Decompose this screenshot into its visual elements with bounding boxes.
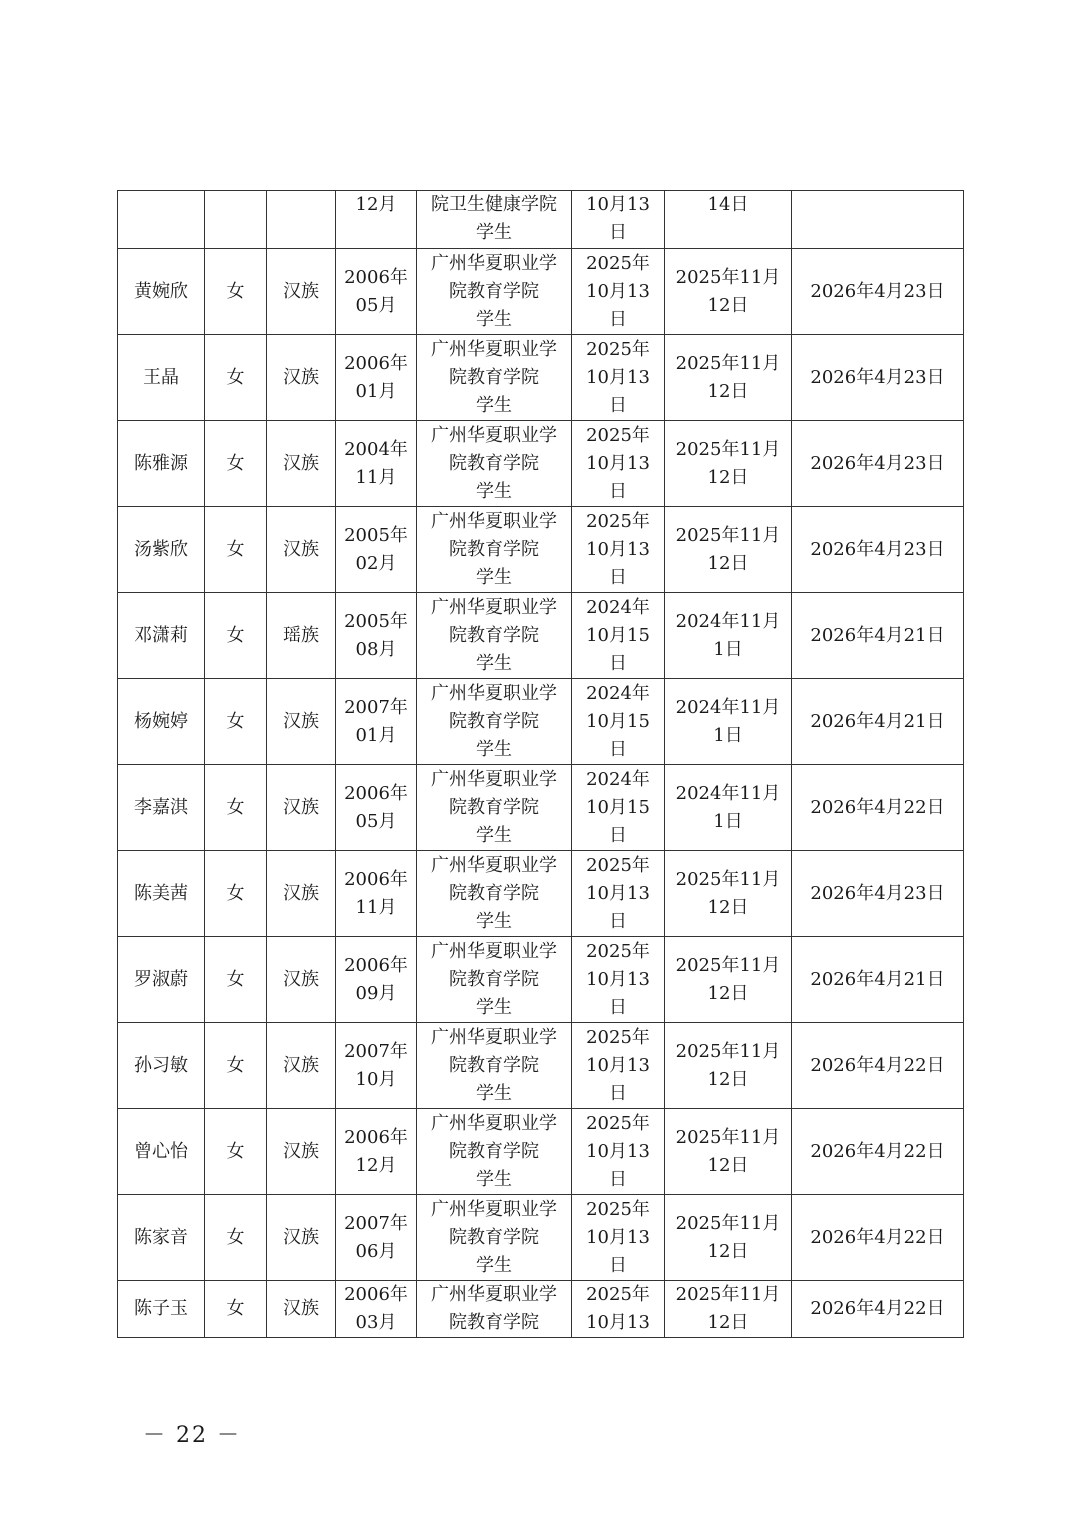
apply-line: 2025年 <box>586 1026 650 1048</box>
date-cell: 2026年4月22日 <box>792 1023 964 1109</box>
apply-date-cell <box>572 1195 665 1281</box>
unit-line: 广州华夏职业学 <box>431 596 557 618</box>
name-cell: 黄婉欣 <box>118 249 205 335</box>
join-date-cell <box>665 937 792 1023</box>
apply-line: 日 <box>609 394 627 416</box>
apply-line: 日 <box>609 738 627 760</box>
apply-line: 10月13 <box>586 1140 650 1162</box>
birth-line: 2005年 <box>344 524 408 546</box>
apply-line: 2025年 <box>586 338 650 360</box>
apply-line: 10月15 <box>586 796 650 818</box>
unit-line: 院教育学院 <box>449 280 539 302</box>
gender-cell: 女 <box>205 1109 267 1195</box>
unit-line: 学生 <box>476 394 512 416</box>
join-line: 2025年11月 <box>675 1126 781 1148</box>
ethnicity-cell: 汉族 <box>267 1281 336 1338</box>
unit-cell <box>417 335 572 421</box>
unit-line: 学生 <box>476 824 512 846</box>
join-line: 2025年11月 <box>675 1212 781 1234</box>
birth-line: 02月 <box>355 552 397 574</box>
unit-line: 广州华夏职业学 <box>431 252 557 274</box>
date-cell: 2026年4月23日 <box>792 421 964 507</box>
apply-line: 10月15 <box>586 710 650 732</box>
birth-cell <box>336 507 417 593</box>
table-row <box>118 421 964 507</box>
join-line: 2025年11月 <box>675 1040 781 1062</box>
birth-line: 12月 <box>355 1154 397 1176</box>
unit-cell <box>417 593 572 679</box>
date-cell: 2026年4月23日 <box>792 249 964 335</box>
name-cell <box>118 191 205 249</box>
unit-line: 广州华夏职业学 <box>431 510 557 532</box>
date-cell: 2026年4月22日 <box>792 1195 964 1281</box>
join-date-cell <box>665 593 792 679</box>
ethnicity-cell: 汉族 <box>267 1023 336 1109</box>
join-line: 2025年11月 <box>675 352 781 374</box>
ethnicity-cell: 汉族 <box>267 507 336 593</box>
birth-line: 05月 <box>355 810 397 832</box>
unit-line: 广州华夏职业学 <box>431 1284 557 1305</box>
join-date-cell <box>665 851 792 937</box>
apply-line: 10月13 <box>586 280 650 302</box>
apply-line: 日 <box>609 1254 627 1276</box>
join-line: 2025年11月 <box>675 438 781 460</box>
roster-table <box>117 190 964 1338</box>
name-cell: 陈雅源 <box>118 421 205 507</box>
birth-line: 2006年 <box>344 266 408 288</box>
birth-cell <box>336 765 417 851</box>
date-cell: 2026年4月22日 <box>792 1109 964 1195</box>
apply-line: 10月13 <box>586 882 650 904</box>
apply-date-cell <box>572 507 665 593</box>
birth-cell <box>336 679 417 765</box>
join-date-cell <box>665 1109 792 1195</box>
apply-date-cell <box>572 1023 665 1109</box>
unit-line: 广州华夏职业学 <box>431 768 557 790</box>
name-cell: 邓潇莉 <box>118 593 205 679</box>
table-row <box>118 1023 964 1109</box>
apply-line: 2025年 <box>586 424 650 446</box>
name-cell: 杨婉婷 <box>118 679 205 765</box>
join-date-cell <box>665 507 792 593</box>
birth-cell <box>336 335 417 421</box>
apply-date-cell <box>572 335 665 421</box>
gender-cell: 女 <box>205 937 267 1023</box>
gender-cell: 女 <box>205 507 267 593</box>
date-cell: 2026年4月23日 <box>792 335 964 421</box>
apply-line: 2024年 <box>586 596 650 618</box>
apply-line: 2025年 <box>586 1284 650 1305</box>
join-line: 12日 <box>707 896 749 918</box>
gender-cell: 女 <box>205 421 267 507</box>
table-row <box>118 851 964 937</box>
apply-line: 日 <box>609 566 627 588</box>
join-line: 2025年11月 <box>675 266 781 288</box>
birth-line: 2007年 <box>344 696 408 718</box>
ethnicity-cell: 汉族 <box>267 1109 336 1195</box>
join-date-cell <box>665 1023 792 1109</box>
unit-line: 院教育学院 <box>449 1140 539 1162</box>
birth-cell <box>336 1281 417 1338</box>
apply-date-cell <box>572 249 665 335</box>
join-line: 2025年11月 <box>675 954 781 976</box>
birth-line: 2006年 <box>344 1126 408 1148</box>
birth-cell <box>336 421 417 507</box>
join-date-cell <box>665 679 792 765</box>
table-row <box>118 249 964 335</box>
birth-line: 2007年 <box>344 1040 408 1062</box>
table-row <box>118 507 964 593</box>
join-line: 12日 <box>707 380 749 402</box>
join-line: 2024年11月 <box>675 610 781 632</box>
join-date-cell <box>665 1195 792 1281</box>
name-cell: 李嘉淇 <box>118 765 205 851</box>
birth-cell <box>336 593 417 679</box>
birth-line: 01月 <box>355 724 397 746</box>
unit-line: 学生 <box>476 308 512 330</box>
join-line: 12日 <box>707 294 749 316</box>
apply-line: 10月13 <box>586 538 650 560</box>
date-cell: 2026年4月23日 <box>792 851 964 937</box>
table-row <box>118 679 964 765</box>
date-cell: 2026年4月21日 <box>792 679 964 765</box>
unit-line: 广州华夏职业学 <box>431 338 557 360</box>
ethnicity-cell: 汉族 <box>267 421 336 507</box>
unit-cell <box>417 937 572 1023</box>
join-line: 12日 <box>707 982 749 1004</box>
join-date-cell <box>665 249 792 335</box>
join-line: 14日 <box>707 194 749 215</box>
apply-line: 10月13 <box>586 968 650 990</box>
join-line: 2025年11月 <box>675 1284 781 1305</box>
apply-line: 10月13 <box>586 1226 650 1248</box>
birth-cell <box>336 937 417 1023</box>
gender-cell: 女 <box>205 1023 267 1109</box>
apply-line: 2025年 <box>586 252 650 274</box>
apply-line: 日 <box>609 308 627 330</box>
table-row-continued <box>118 191 964 249</box>
join-date-cell <box>665 765 792 851</box>
unit-cell <box>417 249 572 335</box>
apply-line: 2025年 <box>586 940 650 962</box>
birth-line: 12月 <box>355 194 397 215</box>
join-line: 12日 <box>707 466 749 488</box>
unit-line: 院教育学院 <box>449 1054 539 1076</box>
unit-line: 广州华夏职业学 <box>431 854 557 876</box>
ethnicity-cell: 汉族 <box>267 1195 336 1281</box>
apply-line: 日 <box>609 910 627 932</box>
birth-line: 03月 <box>355 1312 397 1333</box>
apply-date-cell <box>572 937 665 1023</box>
unit-line: 学生 <box>476 738 512 760</box>
unit-cell <box>417 1281 572 1338</box>
birth-cell <box>336 249 417 335</box>
date-cell: 2026年4月23日 <box>792 507 964 593</box>
ethnicity-cell: 瑶族 <box>267 593 336 679</box>
table-row <box>118 593 964 679</box>
unit-line: 院教育学院 <box>449 624 539 646</box>
unit-line: 学生 <box>476 652 512 674</box>
birth-line: 11月 <box>355 896 397 918</box>
ethnicity-cell: 汉族 <box>267 335 336 421</box>
page-number: － 22 － <box>143 1423 241 1448</box>
unit-line: 学生 <box>476 222 512 243</box>
apply-line: 日 <box>609 652 627 674</box>
gender-cell: 女 <box>205 679 267 765</box>
unit-cell <box>417 679 572 765</box>
unit-line: 院教育学院 <box>449 796 539 818</box>
table-row <box>118 1109 964 1195</box>
unit-cell <box>417 851 572 937</box>
unit-line: 院教育学院 <box>449 968 539 990</box>
apply-line: 2025年 <box>586 1112 650 1134</box>
unit-line: 学生 <box>476 1254 512 1276</box>
unit-line: 学生 <box>476 996 512 1018</box>
birth-line: 11月 <box>355 466 397 488</box>
ethnicity-cell: 汉族 <box>267 249 336 335</box>
name-cell: 罗淑蔚 <box>118 937 205 1023</box>
date-cell <box>792 191 964 249</box>
ethnicity-cell: 汉族 <box>267 679 336 765</box>
join-line: 12日 <box>707 1312 749 1333</box>
unit-line: 院教育学院 <box>449 538 539 560</box>
unit-line: 院教育学院 <box>449 1226 539 1248</box>
join-date-cell <box>665 1281 792 1338</box>
gender-cell: 女 <box>205 335 267 421</box>
name-cell: 陈家音 <box>118 1195 205 1281</box>
unit-cell <box>417 1023 572 1109</box>
unit-line: 学生 <box>476 1168 512 1190</box>
birth-line: 2006年 <box>344 352 408 374</box>
apply-date-cell <box>572 765 665 851</box>
join-line: 12日 <box>707 1154 749 1176</box>
apply-date-cell <box>572 851 665 937</box>
unit-line: 学生 <box>476 1082 512 1104</box>
table-row <box>118 765 964 851</box>
table-row <box>118 335 964 421</box>
gender-cell: 女 <box>205 1195 267 1281</box>
join-line: 1日 <box>713 810 743 832</box>
birth-line: 2006年 <box>344 954 408 976</box>
join-line: 12日 <box>707 1068 749 1090</box>
gender-cell: 女 <box>205 593 267 679</box>
ethnicity-cell: 汉族 <box>267 851 336 937</box>
ethnicity-cell: 汉族 <box>267 765 336 851</box>
birth-cell <box>336 1195 417 1281</box>
unit-line: 院教育学院 <box>449 1312 539 1333</box>
gender-cell: 女 <box>205 249 267 335</box>
name-cell: 陈子玉 <box>118 1281 205 1338</box>
join-line: 12日 <box>707 1240 749 1262</box>
apply-line: 日 <box>609 1168 627 1190</box>
birth-line: 2005年 <box>344 610 408 632</box>
unit-line: 广州华夏职业学 <box>431 682 557 704</box>
roster-body <box>118 191 964 1338</box>
apply-line: 日 <box>609 996 627 1018</box>
unit-line: 广州华夏职业学 <box>431 1112 557 1134</box>
apply-line: 2025年 <box>586 854 650 876</box>
join-line: 2024年11月 <box>675 696 781 718</box>
unit-line: 广州华夏职业学 <box>431 424 557 446</box>
unit-line: 院教育学院 <box>449 882 539 904</box>
unit-cell <box>417 507 572 593</box>
birth-line: 01月 <box>355 380 397 402</box>
birth-line: 05月 <box>355 294 397 316</box>
join-line: 1日 <box>713 638 743 660</box>
date-cell: 2026年4月22日 <box>792 765 964 851</box>
unit-line: 院教育学院 <box>449 452 539 474</box>
birth-cell <box>336 191 417 249</box>
apply-line: 10月13 <box>586 1312 650 1333</box>
unit-line: 院教育学院 <box>449 710 539 732</box>
join-date-cell <box>665 421 792 507</box>
apply-date-cell <box>572 679 665 765</box>
gender-cell <box>205 191 267 249</box>
birth-line: 06月 <box>355 1240 397 1262</box>
apply-line: 日 <box>609 222 627 243</box>
apply-line: 2024年 <box>586 768 650 790</box>
apply-line: 10月15 <box>586 624 650 646</box>
ethnicity-cell: 汉族 <box>267 937 336 1023</box>
join-line: 2025年11月 <box>675 868 781 890</box>
date-cell: 2026年4月22日 <box>792 1281 964 1338</box>
unit-line: 院教育学院 <box>449 366 539 388</box>
name-cell: 汤紫欣 <box>118 507 205 593</box>
birth-cell <box>336 1109 417 1195</box>
birth-line: 08月 <box>355 638 397 660</box>
unit-line: 广州华夏职业学 <box>431 1198 557 1220</box>
gender-cell: 女 <box>205 1281 267 1338</box>
name-cell: 曾心怡 <box>118 1109 205 1195</box>
apply-line: 2025年 <box>586 510 650 532</box>
join-line: 12日 <box>707 552 749 574</box>
apply-date-cell <box>572 1281 665 1338</box>
date-cell: 2026年4月21日 <box>792 937 964 1023</box>
table-row <box>118 1281 964 1338</box>
join-line: 1日 <box>713 724 743 746</box>
unit-cell <box>417 191 572 249</box>
birth-line: 2007年 <box>344 1212 408 1234</box>
unit-cell <box>417 421 572 507</box>
unit-line: 广州华夏职业学 <box>431 1026 557 1048</box>
birth-cell <box>336 1023 417 1109</box>
join-date-cell <box>665 191 792 249</box>
table-row <box>118 937 964 1023</box>
unit-cell <box>417 1109 572 1195</box>
gender-cell: 女 <box>205 765 267 851</box>
name-cell: 陈美茜 <box>118 851 205 937</box>
birth-line: 2006年 <box>344 1284 408 1305</box>
unit-line: 学生 <box>476 910 512 932</box>
table-row <box>118 1195 964 1281</box>
apply-line: 日 <box>609 824 627 846</box>
apply-line: 10月13 <box>586 366 650 388</box>
gender-cell: 女 <box>205 851 267 937</box>
unit-cell <box>417 1195 572 1281</box>
apply-line: 日 <box>609 1082 627 1104</box>
apply-line: 2025年 <box>586 1198 650 1220</box>
join-line: 2024年11月 <box>675 782 781 804</box>
unit-cell <box>417 765 572 851</box>
unit-line: 院卫生健康学院 <box>431 194 557 215</box>
unit-line: 学生 <box>476 566 512 588</box>
apply-line: 2024年 <box>586 682 650 704</box>
apply-date-cell <box>572 1109 665 1195</box>
apply-date-cell <box>572 421 665 507</box>
apply-date-cell <box>572 593 665 679</box>
birth-line: 2006年 <box>344 868 408 890</box>
join-date-cell <box>665 335 792 421</box>
name-cell: 孙习敏 <box>118 1023 205 1109</box>
birth-line: 10月 <box>355 1068 397 1090</box>
join-line: 2025年11月 <box>675 524 781 546</box>
name-cell: 王晶 <box>118 335 205 421</box>
apply-line: 10月13 <box>586 1054 650 1076</box>
apply-line: 10月13 <box>586 452 650 474</box>
apply-line: 日 <box>609 480 627 502</box>
birth-line: 2004年 <box>344 438 408 460</box>
birth-cell <box>336 851 417 937</box>
ethnicity-cell <box>267 191 336 249</box>
unit-line: 学生 <box>476 480 512 502</box>
birth-line: 09月 <box>355 982 397 1004</box>
date-cell: 2026年4月21日 <box>792 593 964 679</box>
unit-line: 广州华夏职业学 <box>431 940 557 962</box>
birth-line: 2006年 <box>344 782 408 804</box>
apply-date-cell <box>572 191 665 249</box>
apply-line: 10月13 <box>586 194 650 215</box>
